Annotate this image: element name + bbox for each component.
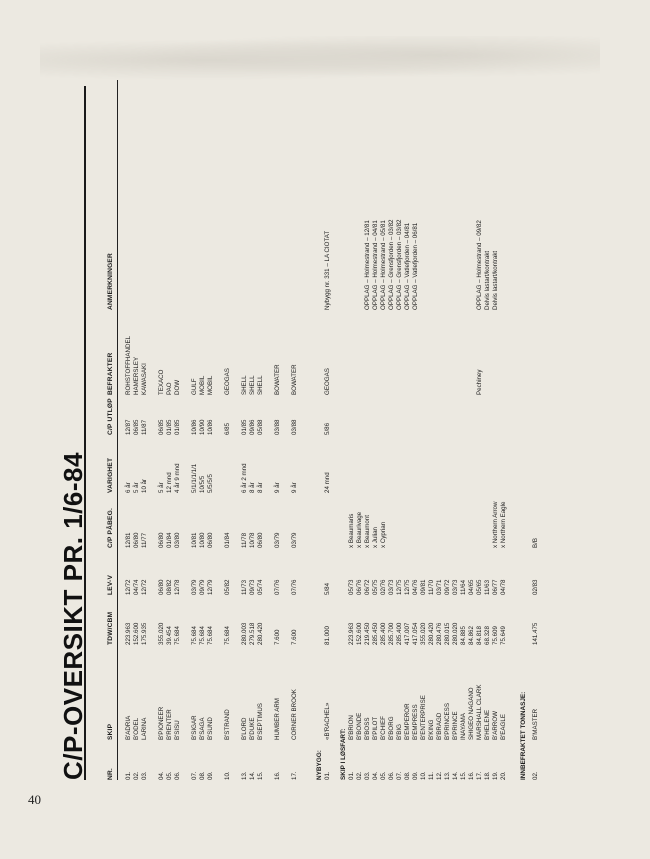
cell-lev: 06/77 (492, 579, 499, 595)
cell-pabeg: 01/84 (224, 532, 231, 548)
table-row (256, 80, 265, 780)
cell-lev: 11/70 (428, 579, 435, 595)
cell-nr: 18. (484, 771, 491, 780)
cell-befr: GULF (191, 378, 198, 395)
cell-pabeg: 06/80 (207, 532, 214, 548)
pechiney-note: Pechiney (476, 369, 483, 395)
cell-nr: 20. (500, 771, 507, 780)
cell-utlop: 05/88 (257, 419, 264, 435)
cell-befr: ROHSTOFFHANDEL (125, 335, 132, 395)
cell-pabeg: 03/79 (291, 532, 298, 548)
cell-nr: NR. (107, 768, 114, 780)
cell-anm: OPPLAG – Holmestrand – 12/81 (364, 220, 371, 310)
section-losfart: SKIP I LØSFART: (340, 728, 347, 780)
cell-skip: MARSHALL CLARK (476, 684, 483, 740)
cell-nr: 05. (380, 771, 387, 780)
cell-nr: 12. (436, 771, 443, 780)
cell-skip: B'PILOT (372, 716, 379, 740)
cell-tdw: 280.020 (452, 622, 459, 645)
cell-utlop: 01/85 (166, 419, 173, 435)
cell-utlop: 09/86 (249, 419, 256, 435)
cell-pabeg: 03/80 (174, 532, 181, 548)
page-smudge (40, 36, 600, 84)
cell-lev: 12/75 (404, 579, 411, 595)
cell-skip: B'ENTERPRISE (420, 695, 427, 740)
cell-lev: 06/72 (364, 579, 371, 595)
cell-varighet: 24 mnd (324, 472, 331, 493)
cell-skip: B'SIGAR (191, 715, 198, 740)
cell-nr: 15. (460, 771, 467, 780)
table-row (290, 80, 299, 780)
cell-nr: 19. (492, 771, 499, 780)
cell-pabeg: 10/78 (249, 532, 256, 548)
cell-befr: KAWASAKI (141, 363, 148, 395)
cell-skip: B'PRINCESS (444, 703, 451, 740)
table-row (206, 80, 215, 780)
cell-utlop: 11/87 (141, 419, 148, 435)
cell-lev: 03/71 (436, 579, 443, 595)
cell-tdw: 75.684 (199, 626, 206, 645)
cell-pabeg: 10/80 (199, 532, 206, 548)
cell-skip: B'HELENE (484, 709, 491, 740)
cell-skip: INAYAMA (460, 713, 467, 740)
cell-utlop: 06/85 (158, 419, 165, 435)
cell-skip: B'CHIEF (380, 716, 387, 740)
cell-utlop: 10/90 (199, 419, 206, 435)
cell-nr: 16. (274, 771, 281, 780)
cell-lev: 04/65 (468, 579, 475, 595)
rotated-table (52, 80, 612, 780)
cell-befr: HAMERSLEY (133, 356, 140, 395)
cell-befr: SHELL (257, 375, 264, 395)
cell-tdw: 417.054 (412, 622, 419, 645)
cell-anm: OPPLAG – Vatlefjorden – 04/81 (404, 222, 411, 310)
table-row (223, 80, 232, 780)
cell-skip: B'SAGA (199, 717, 206, 740)
cell-tdw: 75.649 (500, 626, 507, 645)
cell-lev: 03/73 (452, 579, 459, 595)
cell-utlop: 10/86 (191, 419, 198, 435)
cell-anm: Nybygg nr. 331 – LA CIOTAT (324, 230, 331, 310)
cell-befr: DOW (174, 379, 181, 395)
cell-utlop: 03/88 (274, 419, 281, 435)
cell-lev: 11/64 (460, 579, 467, 595)
cell-skip: B'BRION (348, 715, 355, 740)
cell-lev: 02/76 (380, 579, 387, 595)
cell-lev: 09/79 (199, 579, 206, 595)
cell-tdw: 39.454 (166, 626, 173, 645)
cell-nr: 16. (468, 771, 475, 780)
cell-befr: GEOGAS (224, 368, 231, 395)
cell-lev: 07/76 (291, 579, 298, 595)
cell-nr: 08. (404, 771, 411, 780)
cell-lev: 09/72 (444, 579, 451, 595)
table-row (499, 80, 508, 780)
page-number: 40 (28, 792, 41, 807)
cell-tdw: 280.015 (444, 622, 451, 645)
cell-befr: SHELL (249, 375, 256, 395)
cell-utlop: 5/86 (324, 422, 331, 435)
table-row (273, 80, 282, 780)
cell-lev: 11/63 (484, 579, 491, 595)
cell-varighet: VARIGHET (107, 457, 114, 493)
cell-skip: B'PRINCE (452, 711, 459, 740)
cell-tdw: 68.328 (484, 626, 491, 645)
cell-nr: 17. (291, 771, 298, 780)
cell-anm: OPPLAG – Grensfjorden – 03/82 (388, 219, 395, 310)
cell-skip: B'KING (428, 719, 435, 740)
cell-tdw: 280.420 (257, 622, 264, 645)
cell-varighet: 6 år 2 mnd (241, 463, 248, 493)
cell-tdw: 7.600 (291, 629, 298, 645)
cell-tdw: 84.885 (460, 626, 467, 645)
cell-nr: 08. (199, 771, 206, 780)
cell-varighet: 10 år (141, 478, 148, 493)
cell-nr: 10. (420, 771, 427, 780)
cell-tdw: 152.600 (133, 622, 140, 645)
cell-pabeg: x Northern Arrow (492, 501, 499, 548)
cell-varighet: 5 år (133, 482, 140, 493)
cell-utlop: 12/87 (125, 419, 132, 435)
column-header-row (106, 80, 115, 780)
cell-lev: 12/72 (125, 579, 132, 595)
cell-skip: B'STRAND (224, 709, 231, 740)
cell-skip: B'SEPTIMUS (257, 703, 264, 740)
cell-varighet: 8 år (249, 482, 256, 493)
cell-lev: 12/72 (141, 579, 148, 595)
cell-tdw: 75.684 (174, 626, 181, 645)
cell-lev: 04/74 (133, 579, 140, 595)
cell-befr: MOBIL (199, 375, 206, 395)
cell-skip: B'EAGLE (500, 714, 507, 740)
cell-pabeg: x Julian (372, 527, 379, 548)
cell-tdw: 81.000 (324, 626, 331, 645)
cell-nr: 01. (125, 771, 132, 780)
cell-tdw: 152.600 (356, 622, 363, 645)
cell-anm: OPPLAG – Holmestrand – 04/81 (372, 220, 379, 310)
cell-nr: 17. (476, 771, 483, 780)
cell-lev: LEV-V (107, 574, 114, 595)
cell-varighet: 8 år (257, 482, 264, 493)
cell-lev: 11/73 (241, 579, 248, 595)
cell-tdw: 223.963 (348, 622, 355, 645)
cell-nr: 09. (412, 771, 419, 780)
cell-lev: 12/78 (174, 579, 181, 595)
cell-skip: B'SUND (207, 717, 214, 740)
cell-befr: SHELL (241, 375, 248, 395)
table-row (323, 80, 332, 780)
cell-varighet: 10/5/5 (199, 475, 206, 493)
cell-pabeg: 06/80 (257, 532, 264, 548)
table-row (140, 80, 149, 780)
cell-pabeg: x Beaurivage (356, 511, 363, 548)
cell-nr: 13. (241, 771, 248, 780)
cell-tdw: 285.400 (380, 622, 387, 645)
cell-pabeg: 06/80 (158, 532, 165, 548)
cell-lev: 02/83 (532, 579, 539, 595)
cell-nr: 13. (444, 771, 451, 780)
cell-lev: 09/73 (249, 579, 256, 595)
cell-skip: B'DUKE (249, 717, 256, 740)
cell-anm: OPPLAG – Vatlefjorden – 06/81 (412, 222, 419, 310)
cell-varighet: 5/5/5/5 (207, 474, 214, 493)
cell-nr: 06. (388, 771, 395, 780)
cell-tdw: 285.450 (372, 622, 379, 645)
cell-nr: 06. (174, 771, 181, 780)
cell-tdw: 280.420 (428, 622, 435, 645)
cell-skip: SHIGEO NAGANO (468, 687, 475, 740)
cell-lev: 08/82 (166, 579, 173, 595)
cell-skip: B'BRAGD (436, 712, 443, 740)
cell-befr: TEXACO (158, 369, 165, 395)
cell-tdw: TDW/CBM (107, 611, 114, 645)
cell-nr: 01. (324, 771, 331, 780)
cell-lev: 5/84 (324, 582, 331, 595)
cell-nr: 09. (207, 771, 214, 780)
cell-nr: 07. (396, 771, 403, 780)
cell-skip: B'PIONEER (158, 706, 165, 740)
cell-pabeg: 01/84 (166, 532, 173, 548)
cell-skip: B'ADRIA (125, 715, 132, 740)
cell-lev: 05/73 (348, 579, 355, 595)
cell-skip: B'BONDE (356, 712, 363, 740)
cell-tdw: 355.020 (420, 622, 427, 645)
cell-skip: B'BIG (396, 724, 403, 740)
cell-anm: Delvis lastart/kontrakt (484, 250, 491, 310)
cell-tdw: 285.700 (388, 622, 395, 645)
cell-pabeg: 03/79 (274, 532, 281, 548)
table-row (531, 80, 540, 780)
cell-pabeg: x Cyprian (380, 521, 387, 548)
cell-anm: OPPLAG – Holmestrand – 09/82 (476, 220, 483, 310)
cell-nr: 02. (532, 771, 539, 780)
cell-tdw: 280.476 (436, 622, 443, 645)
cell-anm: OPPLAG – Holmestrand – 05/81 (380, 220, 387, 310)
cell-nr: 02. (133, 771, 140, 780)
cell-tdw: 7.600 (274, 629, 281, 645)
cell-tdw: 355.020 (158, 622, 165, 645)
cell-nr: 03. (364, 771, 371, 780)
cell-tdw: 75.684 (191, 626, 198, 645)
cell-nr: 07. (191, 771, 198, 780)
cell-nr: 04. (372, 771, 379, 780)
cell-pabeg: 10/81 (191, 532, 198, 548)
cell-lev: 06/76 (356, 579, 363, 595)
cell-pabeg: x Beaumont (364, 514, 371, 548)
cell-varighet: 4 år 9 mnd (174, 463, 181, 493)
cell-utlop: 6/85 (224, 422, 231, 435)
cell-skip: B'SISU (174, 720, 181, 740)
cell-nr: 10. (224, 771, 231, 780)
cell-utlop: 01/85 (174, 419, 181, 435)
cell-lev: 07/76 (274, 579, 281, 595)
cell-nr: 01. (348, 771, 355, 780)
cell-befr: BOWATER (291, 364, 298, 395)
cell-varighet: 12 mnd (166, 472, 173, 493)
cell-pabeg: 11/78 (241, 532, 248, 548)
cell-lev: 04/76 (412, 579, 419, 595)
cell-utlop: 01/85 (241, 419, 248, 435)
cell-utlop: 10/86 (207, 419, 214, 435)
cell-skip: B'MASTER (532, 708, 539, 740)
cell-skip: B'EMPRESS (412, 704, 419, 740)
cell-tdw: 84.818 (476, 626, 483, 645)
cell-varighet: 9 år (274, 482, 281, 493)
cell-tdw: 223.963 (125, 622, 132, 645)
cell-skip: B'LORD (241, 717, 248, 740)
cell-tdw: 279.518 (249, 622, 256, 645)
cell-nr: 11. (428, 771, 435, 780)
cell-nr: 15. (257, 771, 264, 780)
cell-utlop: 06/85 (133, 419, 140, 435)
cell-varighet: 9 år (291, 482, 298, 493)
cell-lev: 03/79 (191, 579, 198, 595)
cell-pabeg: 11/77 (141, 532, 148, 548)
cell-tdw: 417.007 (404, 622, 411, 645)
section-nybygg: NYBYGG: (316, 750, 323, 780)
cell-pabeg: x Northern Eagle (500, 501, 507, 548)
cell-skip: B'ODEL (133, 717, 140, 740)
cell-tdw: 75.684 (207, 626, 214, 645)
cell-skip: CORNER BROOK (291, 689, 298, 740)
cell-nr: 14. (249, 771, 256, 780)
cell-anm: Delvis lastart/kontrakt (492, 250, 499, 310)
cell-befr: BEFRAKTER (107, 352, 114, 395)
cell-varighet: 5 år (158, 482, 165, 493)
cell-tdw: 285.400 (396, 622, 403, 645)
cell-utlop: 03/88 (291, 419, 298, 435)
cell-lev: 03/73 (388, 579, 395, 595)
cell-varighet: 6 år (125, 482, 132, 493)
cell-befr: GEOGAS (324, 368, 331, 395)
cell-lev: 04/78 (500, 579, 507, 595)
cell-lev: 09/81 (420, 579, 427, 595)
cell-lev: 05/74 (257, 579, 264, 595)
cell-skip: B'RENTER (166, 709, 173, 740)
cell-lev: 05/82 (224, 579, 231, 595)
cell-lev: 06/80 (158, 579, 165, 595)
cell-skip: SKIP (107, 723, 114, 740)
cell-nr: 04. (158, 771, 165, 780)
cell-lev: 05/75 (372, 579, 379, 595)
page-title: C/P-OVERSIKT PR. 1/6-84 (58, 452, 88, 780)
table-row (173, 80, 182, 780)
cell-skip: «B'RACHEL» (324, 702, 331, 740)
cell-tdw: 280.003 (241, 622, 248, 645)
header-divider (117, 80, 118, 780)
cell-lev: 12/79 (207, 579, 214, 595)
cell-tdw: 219.450 (364, 622, 371, 645)
cell-anm: ANMERKNINGER (107, 253, 114, 310)
cell-befr: PAO (166, 382, 173, 395)
cell-skip: B'EMPEROR (404, 703, 411, 740)
cell-pabeg: 12/81 (125, 532, 132, 548)
cell-anm: OPPLAG – Grensfjorden – 03/82 (396, 219, 403, 310)
cell-pabeg: B/B (532, 538, 539, 548)
cell-skip: B'BORG (388, 716, 395, 740)
cell-nr: 14. (452, 771, 459, 780)
cell-pabeg: x Beaumaris (348, 513, 355, 548)
cell-varighet: 5/1/1/1/1/1 (191, 463, 198, 493)
cell-tdw: 141.475 (532, 622, 539, 645)
cell-befr: MOBIL (207, 375, 214, 395)
cell-skip: B'ARROW (492, 710, 499, 740)
cell-befr: BOWATER (274, 364, 281, 395)
cell-tdw: 75.684 (224, 626, 231, 645)
cell-tdw: 75.609 (492, 626, 499, 645)
cell-lev: 05/65 (476, 579, 483, 595)
cell-nr: 03. (141, 771, 148, 780)
cell-skip: B'BOSS (364, 717, 371, 740)
cell-pabeg: 06/80 (133, 532, 140, 548)
cell-pabeg: C/P PÅBEG. (107, 508, 114, 548)
cell-lev: 12/75 (396, 579, 403, 595)
cell-skip: HUMBER ARM (274, 698, 281, 740)
section-innbefraktet: INNBEFRAKTET TONNASJE: (520, 691, 527, 780)
cell-nr: 05. (166, 771, 173, 780)
cell-skip: LARINA (141, 717, 148, 740)
cell-tdw: 84.862 (468, 626, 475, 645)
cell-tdw: 175.935 (141, 622, 148, 645)
cell-nr: 02. (356, 771, 363, 780)
cell-utlop: C/P UTLØP (107, 398, 114, 435)
